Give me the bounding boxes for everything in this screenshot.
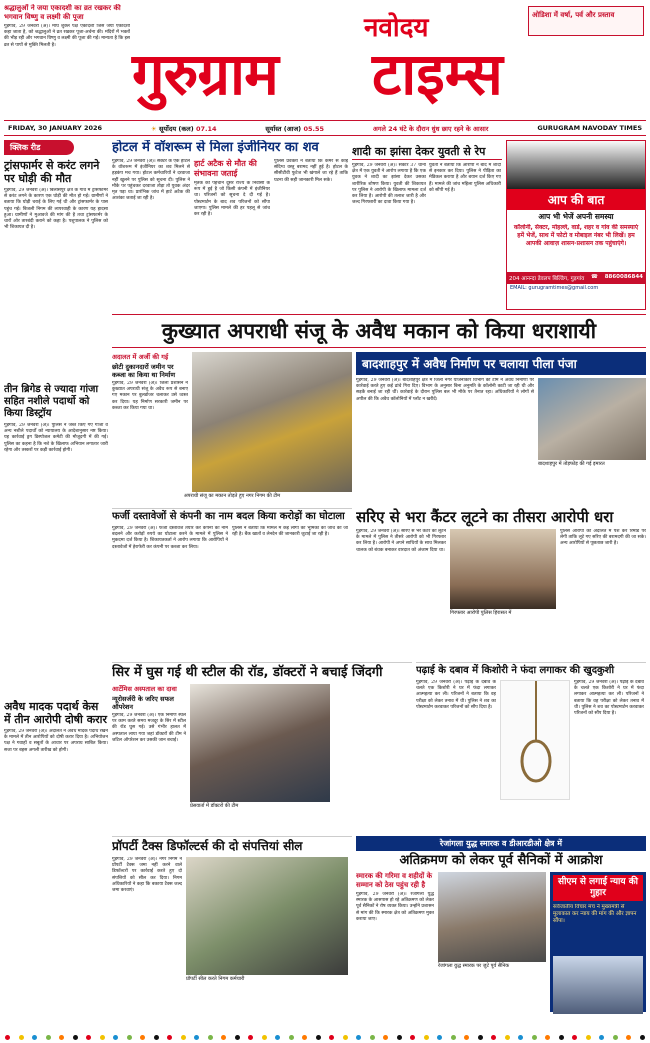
footer-dot [491, 1035, 496, 1040]
demo-sub: छोटी दुकानदारों जमीन पर कब्जा का किया था निर्माण [112, 363, 176, 379]
footer-dot [410, 1035, 415, 1040]
opinion-sub: आप भी भेजें अपनी समस्या [538, 212, 614, 221]
footer-dot [424, 1035, 429, 1040]
footer-dot [478, 1035, 483, 1040]
footer-dot [383, 1035, 388, 1040]
footer-dot [505, 1035, 510, 1040]
badshahpur-text: गुड़गांव, 29 जनवरी (अ)। बादशाहपुर क्षेत्र में जिला नगर योजनाकार विभाग की टीम ने अवैध निर्माणों पर कार्रवाई करते हुए कई ढांचे गिरा दिए। विभाग के अनुसार बिना अनुमति के कॉलोनी काटी जा रही थी और सड़कें बनाई जा रही थीं। कार्रवाई के दौरान पुलिस बल भी मौके पर तैनात रहा। अधिकारियों ने लोगों से अपील की कि अवैध कॉलोनियों में प्लॉट न खरीदें। [356, 378, 534, 402]
cm-ad [550, 872, 646, 1012]
paper-name: GURUGRAM NAVODAY TIMES [537, 124, 642, 132]
wedding-title-box [352, 140, 502, 160]
opinion-email: EMAIL: gurugramtimes@gmail.com [510, 285, 599, 291]
footer-dot [19, 1035, 24, 1040]
left-text-1: गुड़गांव, 29 जनवरी (अ)। बिलासपुर क्षेत्र के गांव में ट्रांसफार्मर से करंट लगने के कारण एक घोड़ी की मौत हो गई। ग्रामीणों ने बताया कि घोड़ी चराई के लिए गई थी और ट्रांसफार्मर के पास पहुंच गई। बिजली निगम की लापरवाही के कारण यह हादसा हुआ। ग्रामीणों ने मुआवजे की मांग की है तथा ट्रांसफार्मर के चारों ओर तारबंदी कराने को कहा है। पशुपालक ने पुलिस को भी शिकायत दी है। [4, 188, 108, 231]
sunrise-block [151, 124, 217, 133]
footer-dot [586, 1035, 591, 1040]
rezangla-text: गुड़गांव, 29 जनवरी (अ)। रेजांगला युद्ध स्मारक के आसपास हो रहे अतिक्रमण को लेकर पूर्व सैनिकों ने रोष व्यक्त किया। उन्होंने प्रशासन से मांग की कि स्मारक क्षेत्र को अतिक्रमण मुक्त कराया जाए। [356, 892, 434, 922]
noose-image [500, 680, 570, 800]
footer-dot [262, 1035, 267, 1040]
cm-ad-title: सीएम से लगाई न्याय की गुहार [553, 875, 643, 901]
footer-dot [59, 1035, 64, 1040]
left-text-3: गुड़गांव, 29 जनवरी (अ)। अदालत ने अवैध मादक पदार्थ रखने के मामले में तीन आरोपियों को दोषी करार दिया है। अभियोजन पक्ष ने गवाहों व सबूतों के आधार पर अपराध साबित किया। सजा पर बहस अगली तारीख को होगी। [4, 729, 108, 753]
demo-text-1: गुड़गांव, 29 जनवरी (अ)। जिला प्रशासन ने कुख्यात अपराधी संजू के अवैध रूप से बनाए गए मकान पर बुलडोजर चलाकर उसे ध्वस्त कर दिया। यह निर्माण सरकारी जमीन पर कब्जा कर किया गया था। [112, 381, 188, 411]
wedding-story [352, 140, 502, 310]
footer-dot [343, 1035, 348, 1040]
footer-color-strip [4, 1034, 646, 1041]
canter-caption: गिरफ्तार आरोपी पुलिस हिरासत में [450, 610, 512, 616]
rod-photo [190, 684, 330, 802]
lead-text-3: पुलिस प्रवक्ता ने बताया कि कमरे से कोई संदिग्ध वस्तु बरामद नहीं हुई है। होटल के सीसीटीवी फुटेज भी खंगाले जा रहे हैं ताकि घटना की सही जानकारी मिल सके। [274, 159, 348, 183]
footer-dot [46, 1035, 51, 1040]
footer-dot [302, 1035, 307, 1040]
left-headline-2: तीन ब्रिगेड से ज्यादा गांजा सहित नशीले पदार्थो को किया डिस्ट्रॉय [4, 384, 99, 419]
sunrise-time: 07.14 [195, 124, 217, 133]
footer-dot [127, 1035, 132, 1040]
left-column [4, 140, 108, 700]
top-promo-body: गुड़गांव, 29 जनवरी (अ)। माघ शुक्ल पक्ष एकादशी जिसे जया एकादशी कहा जाता है, को श्रद्धालुओं ने व्रत रखकर पूजा-अर्चना की। मंदिरों में भक्तों की भीड़ रही और भगवान विष्णु व लक्ष्मी की पूजा की गई। मान्यता है कि इस व्रत से पापों से मुक्ति मिलती है। [4, 24, 130, 48]
property-text: गुड़गांव, 29 जनवरी (अ)। नगर निगम ने प्रॉपर्टी टैक्स जमा नहीं करने वाले डिफॉल्टरों पर कार्रवाई करते हुए दो संपत्तियों को सील कर दिया। निगम अधिकारियों ने कहा कि बकाया टैक्स जल्द जमा करवाएं। [112, 857, 182, 894]
footer-dot [599, 1035, 604, 1040]
footer-dot [464, 1035, 469, 1040]
rod-text: गुड़गांव, 29 जनवरी (अ)। एक निर्माण स्थल पर काम करते समय मजदूर के सिर में स्टील की रॉड घुस गई। उसे गंभीर हालत में अस्पताल लाया गया जहां डॉक्टरों की टीम ने जटिल ऑपरेशन कर उसकी जान बचाई। [112, 713, 186, 743]
footer-dot [640, 1035, 645, 1040]
girl-story [416, 662, 646, 832]
footer-dot [437, 1035, 442, 1040]
footer-dot [545, 1035, 550, 1040]
footer-dot [208, 1035, 213, 1040]
sunset-block [265, 124, 324, 133]
fraud-title: फर्जी दस्तावेजों से कंपनी का नाम बदल किया करोड़ों का घोटाला [112, 508, 352, 523]
footer-dot [518, 1035, 523, 1040]
canter-text-2: पुलिस आरोपी को अदालत में पेश कर रिमांड पर लेगी ताकि लूटे गए सरिए की बरामदगी की जा सके। अन्य आरोपियों से पूछताछ जारी है। [560, 529, 646, 547]
footer-dot [316, 1035, 321, 1040]
dateline-date: FRIDAY, 30 JANUARY 2026 [8, 124, 103, 132]
canter-text-1: गुड़गांव, 29 जनवरी (अ)। सरिए से भरे कैंटर को लूटने के मामले में पुलिस ने तीसरे आरोपी को भी गिरफ्तार कर लिया है। आरोपी ने अपने साथियों के साथ मिलकर चालक को बंधक बनाकर वारदात को अंजाम दिया था। [356, 529, 446, 553]
top-promo [4, 4, 130, 100]
property-title: प्रॉपर्टी टैक्स डिफॉल्टर्स की दो संपत्तियां सील [112, 836, 352, 854]
demo-kicker: अदालत में अर्जी की गई [112, 353, 169, 361]
left-headline-1: ट्रांसफार्मर से करंट लगने पर घोड़ी की मौत [4, 159, 100, 185]
left-column-lower [4, 700, 108, 1030]
footer-dot [32, 1035, 37, 1040]
dateline-bar [4, 120, 646, 136]
lead-text-2: मृतक की पहचान दूसरे राज्य के निवासी के रूप में हुई है जो किसी कंपनी में इंजीनियर था। परिजनों को सूचना दे दी गई है। पोस्टमार्टम के बाद शव परिजनों को सौंपा जाएगा। पुलिस मामले की हर पहलू से जांच कर रही है। [194, 181, 270, 218]
footer-dot [194, 1035, 199, 1040]
opinion-phone: 8860086844 [604, 274, 643, 280]
fraud-story [112, 508, 352, 658]
canter-photo [450, 529, 556, 609]
rod-kicker: आर्टेमिस अस्पताल का दावा [112, 685, 177, 693]
footer-dot [289, 1035, 294, 1040]
opinion-title: आप की बात [507, 189, 645, 210]
left-headline-3: अवैध मादक पदार्थ केस में तीन आरोपी दोषी करार [4, 700, 107, 726]
sunset-time: 05.55 [303, 124, 324, 133]
top-promo-title: श्रद्धालुओं ने जया एकादशी का व्रत रखकर की भगवान विष्णु व लक्ष्मी की पूजा [4, 4, 121, 21]
rezangla-caption: रेजांगला युद्ध स्मारक पर जुटे पूर्व सैनिक [438, 963, 510, 969]
fraud-text-2: पुलिस ने बताया कि मामले में कई लोगों की भूमिका की जांच की जा रही है। बैंक खातों व लेनदेन की जानकारी जुटाई जा रही है। [232, 526, 348, 538]
opinion-text: कॉलोनी, सेक्टर, मोहल्ले, वार्ड, शहर व गांव की समस्याएं हमें भेजें, साथ में फोटो व मोबाइल नंबर भी लिखें। हम आपकी आवाज़ शासन-प्रशासन तक पहुंचाएंगे। [513, 224, 639, 247]
phone-icon: ☎ [591, 274, 598, 280]
wedding-text-2: युवती ने बताया कि आरोपी ने बाद में शादी से इनकार कर दिया। पुलिस ने पीड़िता का मेडिकल कराया है और बयान दर्ज किए गए हैं। मामले की जांच महिला पुलिस अधिकारी को सौंपी गई है। [429, 163, 501, 193]
footer-dot [221, 1035, 226, 1040]
masthead-brand-top: नवोदय [364, 13, 429, 43]
rod-sub: न्यूरोसर्जरी के जरिए सफल ऑपरेशन [112, 695, 174, 711]
footer-dot [167, 1035, 172, 1040]
canter-story [356, 508, 646, 658]
click-read-label: क्लिक रीड [4, 140, 74, 155]
footer-dot [559, 1035, 564, 1040]
footer-dot [397, 1035, 402, 1040]
footer-dot [100, 1035, 105, 1040]
badshahpur-caption: बादशाहपुर में तोड़फोड़ की गई इमारत [538, 461, 605, 467]
lead-story [112, 140, 348, 310]
weather-note: अगले 24 घंटे के दौरान धुंध छाए रहने के आसार [372, 124, 489, 133]
footer-dot [154, 1035, 159, 1040]
girl-text: गुड़गांव, 29 जनवरी (अ)। पढ़ाई के दबाव के चलते एक किशोरी ने घर में फंदा लगाकर आत्महत्या कर ली। परिजनों ने बताया कि वह परीक्षा को लेकर तनाव में थी। पुलिस ने शव का पोस्टमार्टम करवाकर परिजनों को सौंप दिया है। [416, 680, 496, 710]
footer-dot [5, 1035, 10, 1040]
cm-ad-photo [553, 956, 643, 1014]
rezangla-title: अतिक्रमण को लेकर पूर्व सैनिकों में आक्रोश [399, 853, 603, 868]
footer-dot [86, 1035, 91, 1040]
badshahpur-title: बादशाहपुर में अवैध निर्माण पर चलाया पीला पंजा [356, 352, 646, 375]
fraud-text-1: गुड़गांव, 29 जनवरी (अ)। फर्जी दस्तावेज तैयार कर कंपनी का नाम बदलने और करोड़ों रुपये का घोटाला करने के मामले में पुलिस ने मुकदमा दर्ज किया है। शिकायतकर्ता ने आरोप लगाया कि आरोपियों ने दस्तावेजों में हेराफेरी कर कंपनी पर कब्जा कर लिया। [112, 526, 228, 550]
rezangla-quote: स्मारक की गरिमा व शहीदों के सम्मान को ठेस पहुंच रही है [356, 872, 433, 889]
wedding-title: शादी का झांसा देकर युवती से रेप [352, 145, 486, 158]
footer-dot [140, 1035, 145, 1040]
sunrise-label: सूर्योदय (कल) [159, 124, 194, 133]
footer-dot [181, 1035, 186, 1040]
rezangla-story [356, 836, 646, 1032]
girl-text-2: गुड़गांव, 29 जनवरी (अ)। पढ़ाई के दबाव के चलते एक किशोरी ने घर में फंदा लगाकर आत्महत्या कर ली। परिजनों ने बताया कि वह परीक्षा को लेकर तनाव में थी। पुलिस ने शव का पोस्टमार्टम करवाकर परिजनों को सौंप दिया है। [574, 680, 644, 717]
footer-dot [370, 1035, 375, 1040]
property-caption: प्रॉपर्टी सील करते निगम कर्मचारी [186, 976, 245, 982]
footer-dot [356, 1035, 361, 1040]
lead-text-1: गुड़गांव, 29 जनवरी (अ)। सेक्टर के एक होटल के वॉशरूम में इंजीनियर का शव मिलने से हड़कंप मच गया। होटल कर्मचारियों ने दरवाजा नहीं खुलने पर पुलिस को सूचना दी। पुलिस ने मौके पर पहुंचकर दरवाजा तोड़ा तो युवक अंदर मृत पड़ा था। प्रारंभिक जांच में हार्ट अटैक की आशंका जताई जा रही है। [112, 159, 190, 202]
banner-title: कुख्यात अपराधी संजू के अवैध मकान को किया धराशायी [161, 319, 597, 343]
opinion-crowd-image [507, 141, 645, 189]
footer-dot [626, 1035, 631, 1040]
property-photo [186, 857, 348, 975]
footer-dot [329, 1035, 334, 1040]
footer-dot [572, 1035, 577, 1040]
girl-title: पढ़ाई के दबाव में किशोरी ने फंदा लगाकर की खुदकुशी [416, 662, 646, 677]
rod-title: सिर में घुस गई थी स्टील की रॉड, डॉक्टरों ने बचाई जिंदगी [112, 662, 412, 681]
footer-dot [248, 1035, 253, 1040]
masthead-brand-left: गुरुग्राम [132, 40, 278, 108]
demolition-story [112, 352, 352, 504]
masthead-ad-box [528, 6, 644, 36]
cm-ad-text: सर्वजातीय विचार मंच ने मुख्यमंत्री से मुलाकात कर न्याय की मांग की और ज्ञापन सौंपा। [553, 904, 637, 924]
footer-dot [532, 1035, 537, 1040]
demolition-photo [192, 352, 352, 492]
masthead-brand-right: टाइम्स [372, 40, 503, 108]
badshahpur-photo [538, 378, 646, 460]
badshahpur-story [356, 352, 646, 504]
banner-headline [112, 314, 646, 348]
rezangla-strip: रेजांगला युद्ध स्मारक व डीआरडीओ क्षेत्र में [356, 836, 646, 851]
footer-dot [613, 1035, 618, 1040]
footer-dot [235, 1035, 240, 1040]
left-text-2: गुड़गांव, 29 जनवरी (अ)। पुलिस ने जब्त किए गए गांजा व अन्य नशीले पदार्थों को न्यायालय के आदेशानुसार नष्ट किया। यह कार्रवाई ड्रग डिस्पोजल कमेटी की मौजूदगी में की गई। पुलिस का कहना है कि नशे के खिलाफ अभियान लगातार जारी रहेगा और तस्करों पर कड़ी कार्रवाई होगी। [4, 423, 108, 453]
sun-icon: ☀ [150, 124, 160, 133]
opinion-box [506, 140, 646, 310]
footer-dot [451, 1035, 456, 1040]
footer-dot [73, 1035, 78, 1040]
masthead-ad-text: ओडिशा में वर्षा, पर्व और प्रस्ताव [532, 11, 615, 19]
rod-caption: प्रेसवार्ता में डॉक्टरों की टीम [190, 803, 239, 809]
rod-story [112, 662, 412, 832]
opinion-address: 204 आनन्दा डेवलप बिल्डिंग, गुड़गांव [509, 276, 585, 282]
canter-title: सरिए से भरा कैंटर लूटने का तीसरा आरोपी धरा [356, 508, 614, 526]
demo-caption: अपराधी संजू का मकान तोड़ते हुए नगर निगम की टीम [183, 493, 281, 499]
wedding-text-1: गुड़गांव, 29 जनवरी (अ)। सेक्टर 37 थाना क्षेत्र में एक युवती ने आरोप लगाया है कि एक युवक ने शादी का झांसा देकर उसका शारीरिक शोषण किया। युवती की शिकायत पर पुलिस ने आरोपी के खिलाफ मामला दर्ज कर लिया है। आरोपी की तलाश जारी है और जल्द गिरफ्तारी का दावा किया गया है। [352, 163, 426, 206]
footer-dot [113, 1035, 118, 1040]
lead-subhead: हार्ट अटैक से मौत की संभावना जताई [194, 159, 257, 178]
opinion-contact [507, 272, 645, 284]
rezangla-photo [438, 872, 546, 962]
lead-title: होटल में वॉशरूम से मिला इंजीनियर का शव [112, 140, 319, 155]
sunset-label: सूर्यास्त (आज) [265, 124, 302, 133]
noose-icon [501, 681, 571, 801]
property-story [112, 836, 352, 1032]
footer-dot [275, 1035, 280, 1040]
masthead [134, 4, 646, 114]
